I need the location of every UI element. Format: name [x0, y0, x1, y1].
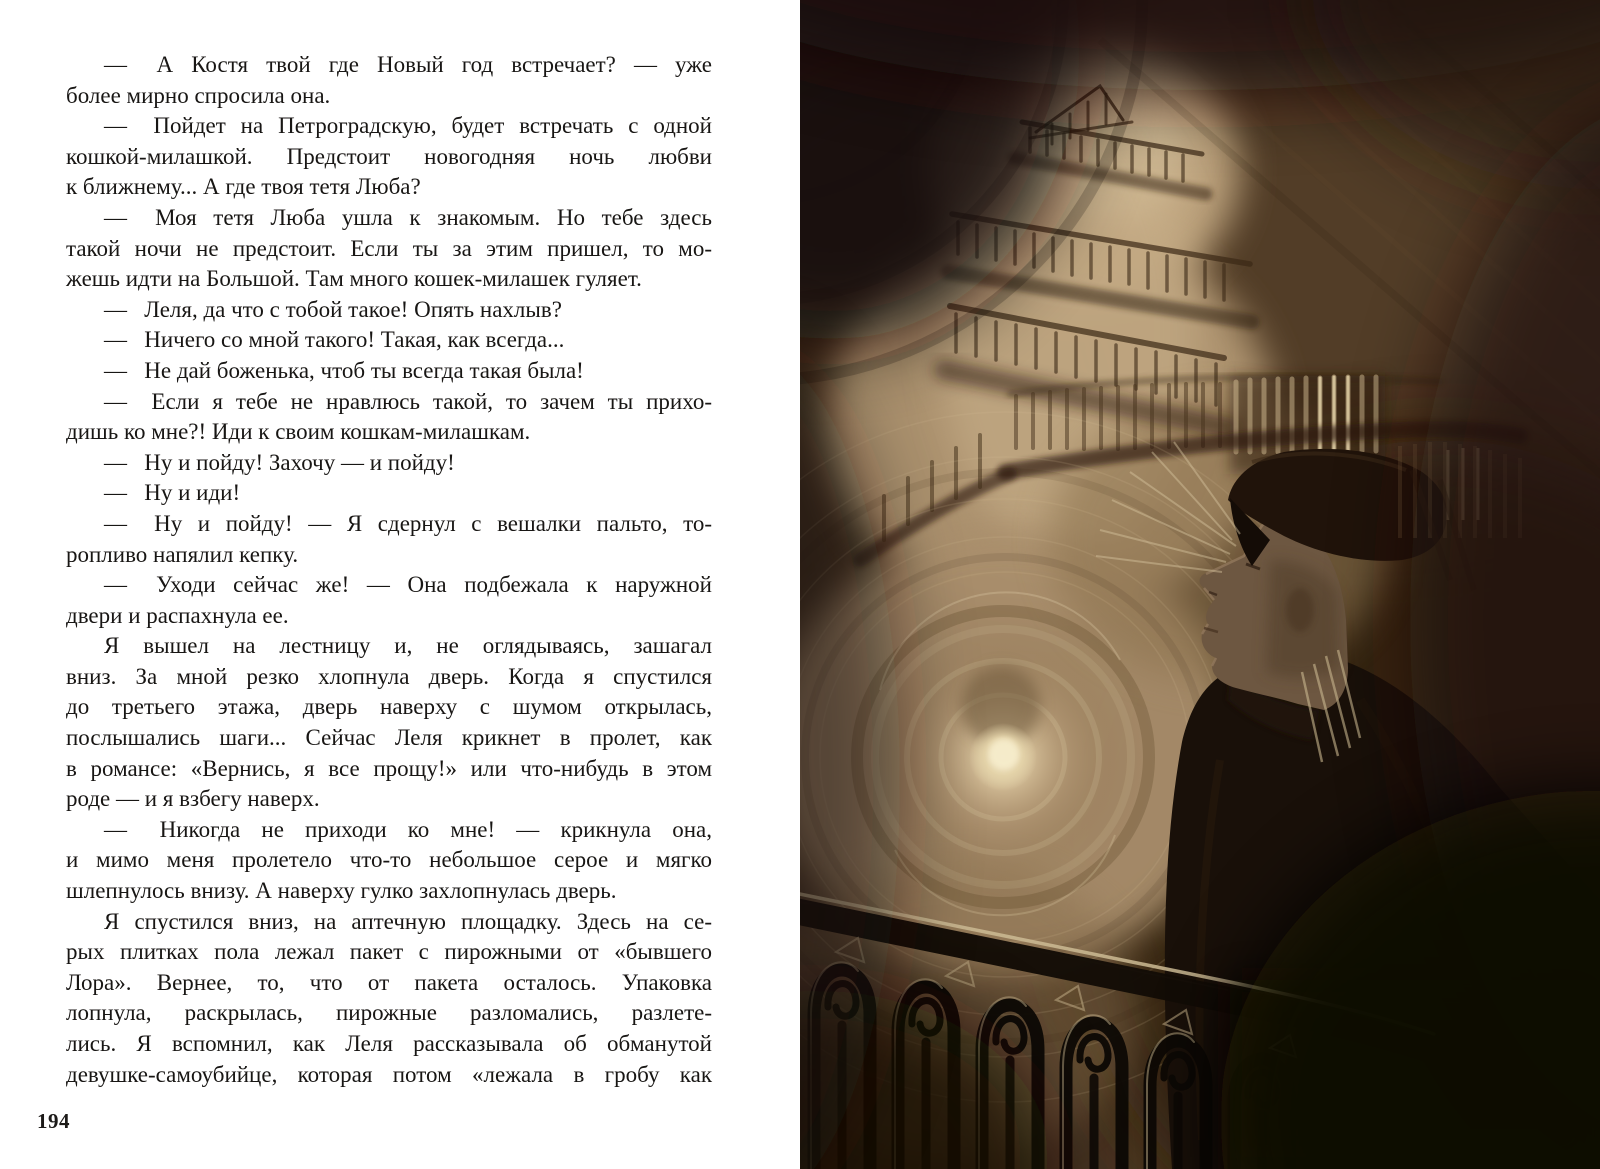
text-line: — А Костя твой где Новый год встречает? — уже — [104, 52, 712, 77]
text-line: рых плитках пола лежал пакет с пирожными от «бывшего — [66, 939, 712, 965]
paragraph — [66, 907, 712, 1091]
text-line: — Если я тебе не нравлюсь такой, то зачем ты прихо- — [104, 388, 712, 414]
text-line: кошкой-милашкой. Предстоит новогодняя ночь любви — [66, 143, 712, 169]
page-number: 194 — [37, 1109, 70, 1133]
text-line: ропливо напялил кепку. — [66, 541, 299, 567]
text-line: более мирно спросила она. — [66, 82, 331, 108]
text-line: — Никогда не приходи ко мне! — крикнула она, — [104, 816, 712, 842]
paragraph — [66, 50, 712, 111]
text-line: лись. Я вспомнил, как Леля рассказывала об обманутой — [66, 1031, 712, 1056]
text-line: — Моя тетя Люба ушла к знакомым. Но тебе здесь — [104, 204, 712, 230]
text-line: роде — и я взбегу наверх. — [66, 786, 320, 812]
text-line: послышались шаги... Сейчас Леля крикнет в пролет, как — [66, 725, 712, 751]
stairwell-painting — [800, 0, 1600, 1169]
paragraph — [66, 448, 712, 479]
text-line: и мимо меня пролетело что-то небольшое серое и мягко — [66, 847, 712, 873]
text-line: Я вышел на лестницу и, не оглядываясь, зашагал — [104, 633, 712, 659]
paragraph — [66, 509, 712, 570]
paragraph — [66, 815, 712, 907]
text-line: девушке-самоубийце, которая потом «лежала в гробу как — [66, 1061, 712, 1087]
paragraph — [66, 387, 712, 448]
text-line: — Ничего со мной такого! Такая, как всегда... — [104, 327, 565, 353]
text-line: шлепнулось внизу. А наверху гулко захлопнулась дверь. — [66, 878, 617, 904]
paragraph — [66, 356, 712, 387]
page-text — [66, 50, 712, 1090]
text-line: — Ну и пойду! Захочу — и пойду! — [104, 449, 455, 475]
text-line: к ближнему... А где твоя тетя Люба? — [66, 174, 421, 200]
paragraph — [66, 203, 712, 295]
text-line: — Не дай боженька, чтоб ты всегда такая была! — [104, 357, 584, 383]
paragraph — [66, 570, 712, 631]
text-line: лопнула, раскрылась, пирожные разломались, разлете- — [66, 1000, 712, 1026]
paragraph — [66, 631, 712, 815]
text-line: Я спустился вниз, на аптечную площадку. Здесь на се- — [104, 908, 712, 934]
text-line: вниз. За мной резко хлопнула дверь. Когда я спустился — [66, 663, 712, 689]
text-line: жешь идти на Большой. Там много кошек-милашек гуляет. — [66, 266, 642, 292]
text-line: Лора». Вернее, то, что от пакета осталось. Упаковка — [66, 969, 712, 995]
text-line: в романсе: «Вернись, я все прощу!» или что-нибудь в этом — [66, 755, 712, 781]
paragraph — [66, 478, 712, 509]
text-line: — Ну и пойду! — Я сдернул с вешалки пальто, то- — [104, 510, 712, 536]
text-line: до третьего этажа, дверь наверху с шумом открылась, — [66, 694, 712, 720]
paragraph — [66, 325, 712, 356]
text-line: — Ну и иди! — [104, 480, 241, 506]
text-line: двери и распахнула ее. — [66, 602, 289, 628]
text-line: — Леля, да что с тобой такое! Опять нахлыв? — [104, 296, 562, 322]
illustration — [800, 0, 1600, 1169]
text-line: дишь ко мне?! Иди к своим кошкам-милашкам. — [66, 419, 531, 445]
paragraph — [66, 111, 712, 203]
text-line: — Пойдет на Петроградскую, будет встречать с одной — [104, 113, 712, 139]
text-line: — Уходи сейчас же! — Она подбежала к наружной — [104, 572, 712, 598]
paragraph — [66, 295, 712, 326]
text-line: такой ночи не предстоит. Если ты за этим пришел, то мо- — [66, 235, 712, 261]
